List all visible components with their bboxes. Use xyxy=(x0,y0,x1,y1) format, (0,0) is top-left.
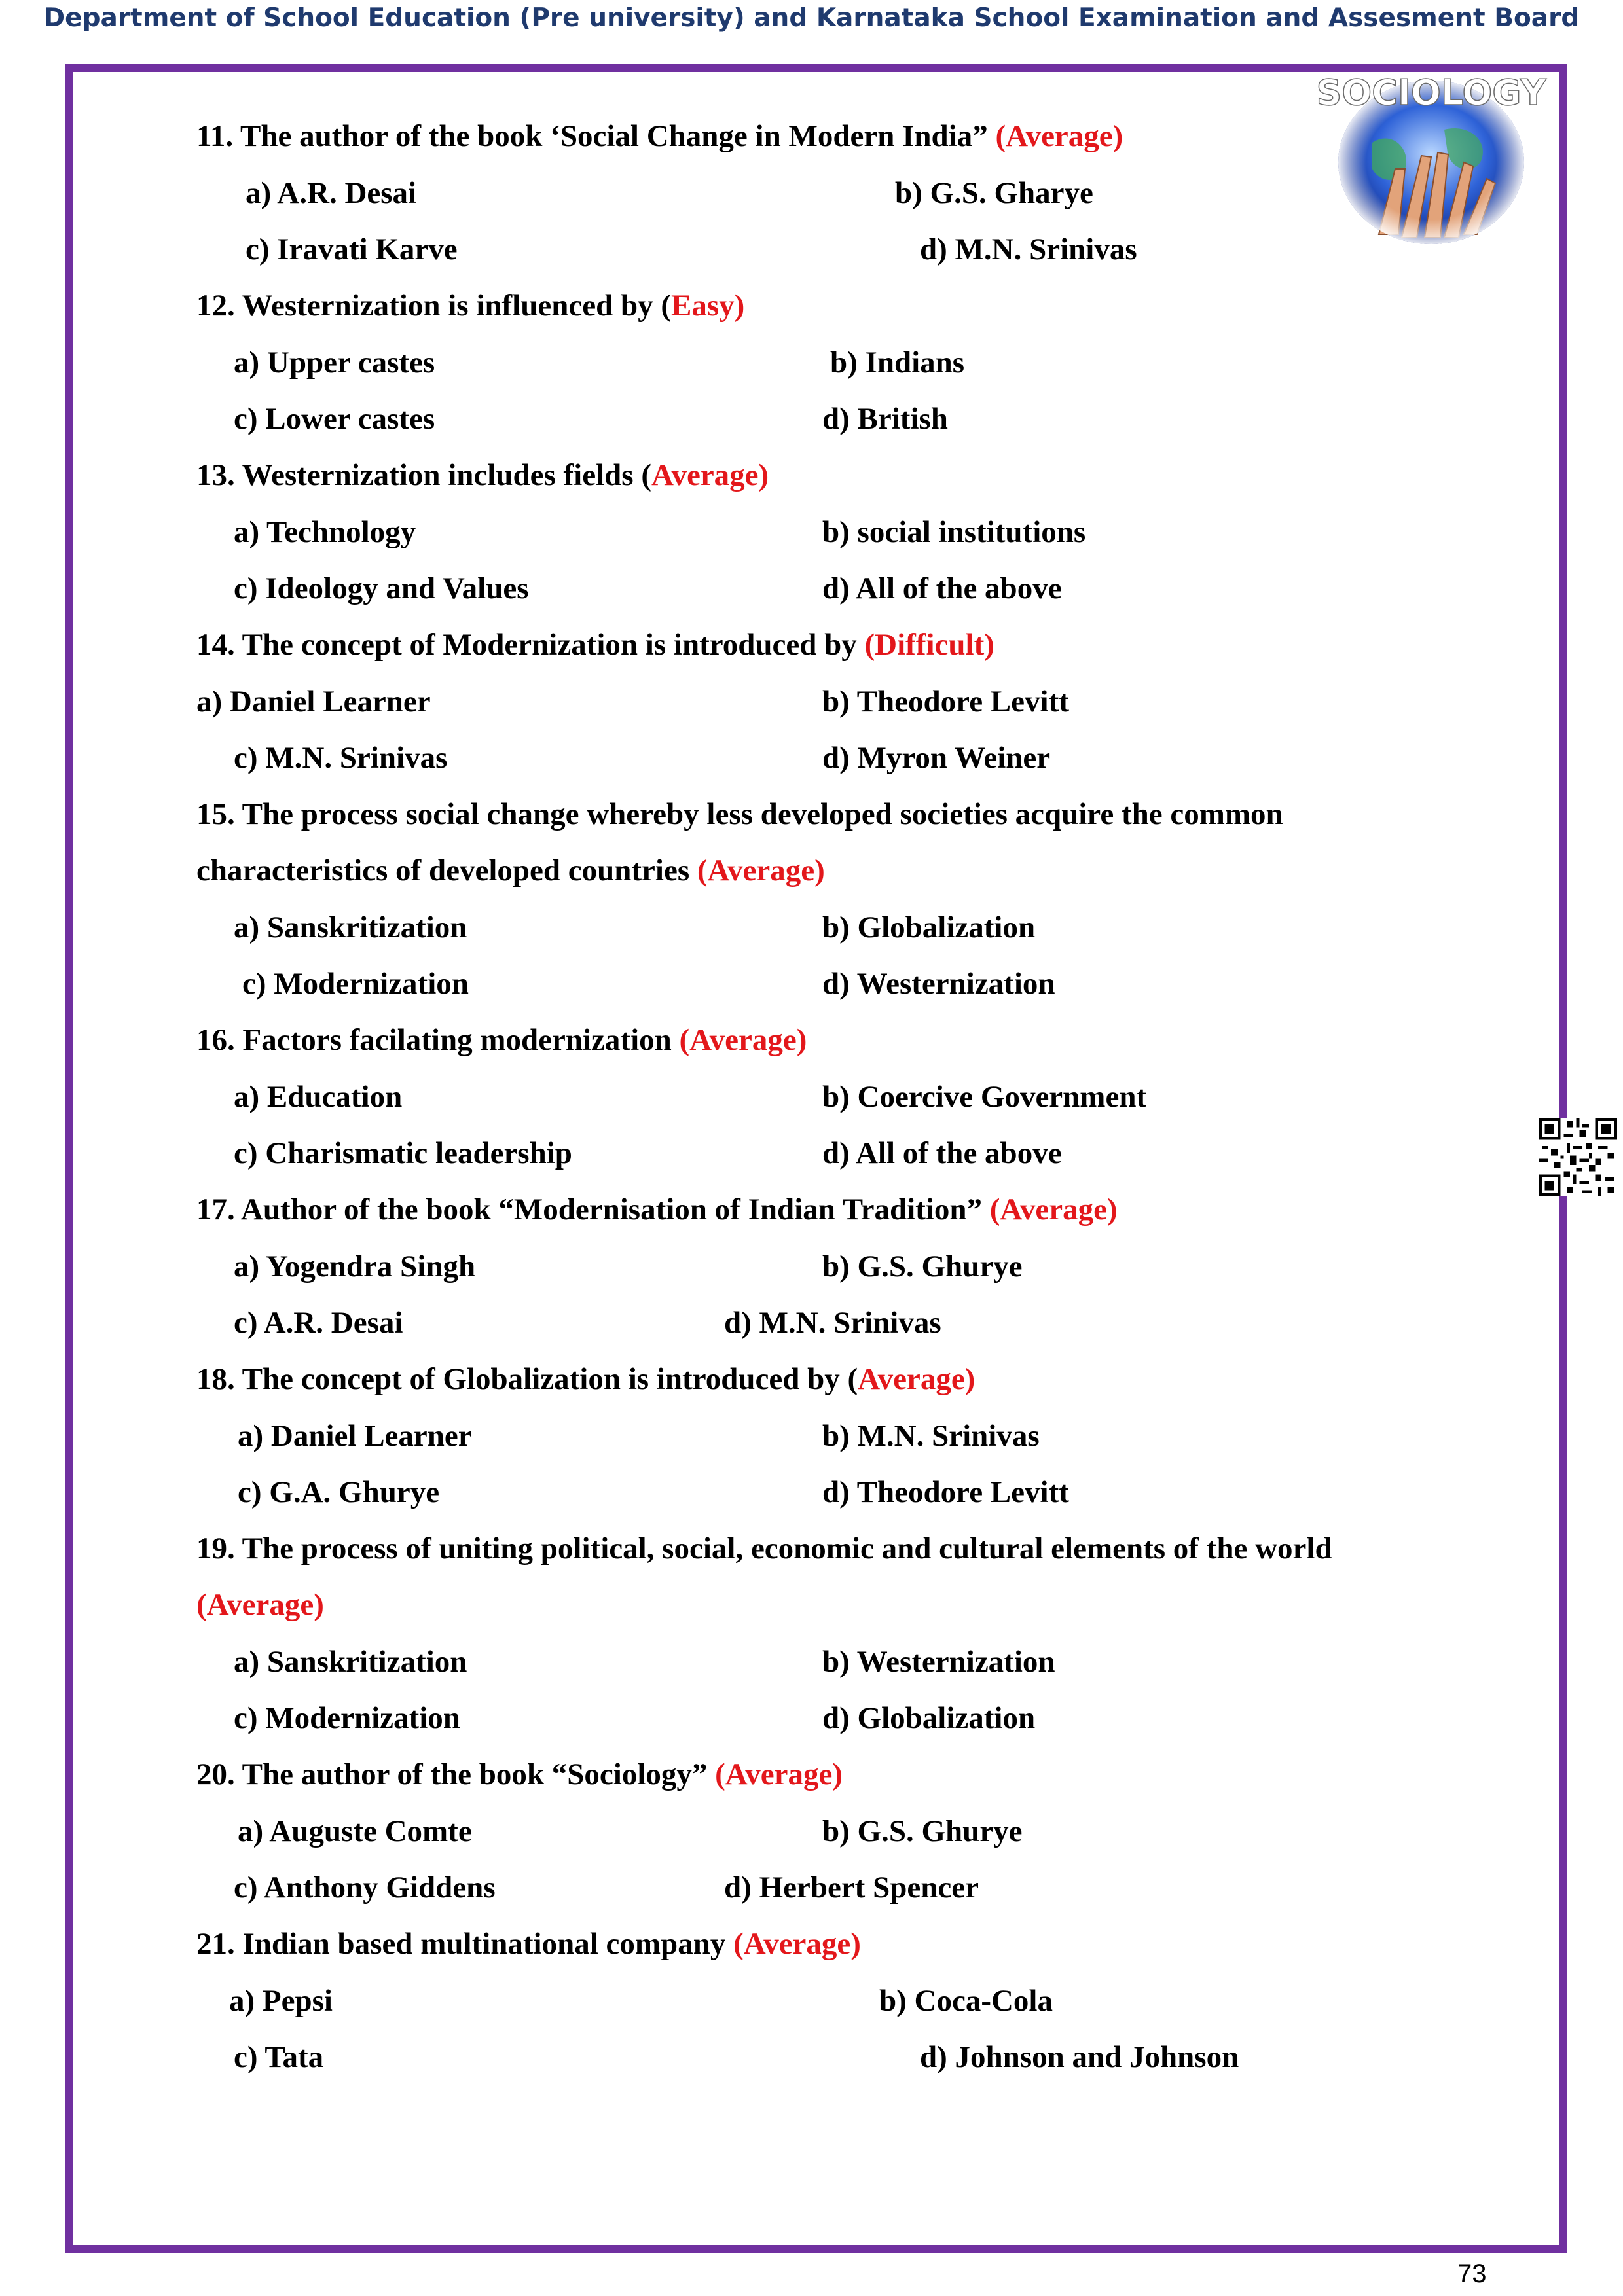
option-a: a) Upper castes xyxy=(234,346,435,380)
page-number: 73 xyxy=(1457,2259,1487,2288)
option-b: b) Coercive Government xyxy=(822,1080,1147,1114)
question-16 xyxy=(196,1020,807,1060)
question-17 xyxy=(196,1190,1118,1229)
option-a: a) Education xyxy=(234,1080,403,1114)
question-text: 18. The concept of Globalization is introduced by ( xyxy=(196,1362,858,1396)
option-d: d) All of the above xyxy=(822,571,1062,605)
option-c: c) Modernization xyxy=(234,1701,460,1735)
option-d: d) Theodore Levitt xyxy=(822,1475,1069,1509)
option-b: b) M.N. Srinivas xyxy=(822,1419,1040,1453)
question-15: 15. The process social change whereby less developed societies acquire the common xyxy=(196,797,1283,831)
option-c: c) M.N. Srinivas xyxy=(234,741,448,775)
question-11 xyxy=(196,117,1123,156)
option-a: a) Yogendra Singh xyxy=(234,1249,476,1283)
option-c: c) Charismatic leadership xyxy=(234,1136,572,1170)
difficulty-label: Average) xyxy=(651,458,769,492)
option-c: c) Anthony Giddens xyxy=(234,1871,496,1905)
sociology-logo xyxy=(1316,71,1546,244)
option-a: a) Sanskritization xyxy=(234,910,467,944)
option-a: a) Technology xyxy=(234,515,416,549)
option-c: c) A.R. Desai xyxy=(234,1306,403,1340)
question-text: 12. Westernization is influenced by ( xyxy=(196,289,672,323)
question-text: characteristics of developed countries xyxy=(196,853,690,888)
option-a: a) A.R. Desai xyxy=(246,176,417,210)
option-a: a) Sanskritization xyxy=(234,1645,467,1679)
question-text: 21. Indian based multinational company xyxy=(196,1927,726,1961)
option-b: b) Theodore Levitt xyxy=(822,685,1069,719)
option-a: a) Auguste Comte xyxy=(238,1814,472,1848)
option-b: b) Coca-Cola xyxy=(879,1984,1053,2018)
question-13 xyxy=(196,456,769,495)
option-d: d) Myron Weiner xyxy=(822,741,1051,775)
option-c: c) Modernization xyxy=(242,967,469,1001)
option-b: b) Globalization xyxy=(822,910,1036,944)
option-d: d) M.N. Srinivas xyxy=(724,1306,941,1340)
option-c: c) Lower castes xyxy=(234,402,435,436)
option-b: b) G.S. Ghurye xyxy=(822,1814,1023,1848)
question-text: 11. The author of the book ‘Social Change in Modern India” xyxy=(196,119,988,153)
page-header: Department of School Education (Pre university) and Karnataka School Examination and Assesment Board xyxy=(43,3,1580,33)
difficulty-label: (Average) xyxy=(196,1588,324,1622)
question-text: 16. Factors facilating modernization xyxy=(196,1023,672,1057)
question-19: 19. The process of uniting political, social, economic and cultural elements of the world xyxy=(196,1532,1332,1566)
option-d: d) All of the above xyxy=(822,1136,1062,1170)
option-b: b) Westernization xyxy=(822,1645,1055,1679)
option-b: b) social institutions xyxy=(822,515,1086,549)
option-d: d) Westernization xyxy=(822,967,1055,1001)
difficulty-label: (Average) xyxy=(679,1023,807,1057)
option-b: b) G.S. Gharye xyxy=(895,176,1093,210)
qr-code xyxy=(1539,1118,1617,1196)
option-b: b) G.S. Ghurye xyxy=(822,1249,1023,1283)
option-d: d) Globalization xyxy=(822,1701,1036,1735)
difficulty-label: Average) xyxy=(858,1362,976,1396)
question-21 xyxy=(196,1924,861,1964)
difficulty-label: (Average) xyxy=(989,1193,1118,1227)
option-d: d) M.N. Srinivas xyxy=(920,232,1137,266)
difficulty-label: (Average) xyxy=(715,1757,843,1791)
difficulty-label: (Average) xyxy=(995,119,1123,153)
question-text: 17. Author of the book “Modernisation of Indian Tradition” xyxy=(196,1193,983,1227)
difficulty-label: (Average) xyxy=(733,1927,861,1961)
option-b: b) Indians xyxy=(830,346,965,380)
option-c: c) Iravati Karve xyxy=(246,232,458,266)
option-d: d) Johnson and Johnson xyxy=(920,2040,1239,2074)
option-d: d) Herbert Spencer xyxy=(724,1871,979,1905)
option-d: d) British xyxy=(822,402,948,436)
question-20 xyxy=(196,1755,843,1794)
question-text: 13. Westernization includes fields ( xyxy=(196,458,651,492)
option-c: c) G.A. Ghurye xyxy=(238,1475,440,1509)
option-a: a) Daniel Learner xyxy=(238,1419,472,1453)
question-18 xyxy=(196,1359,975,1399)
question-15-continued xyxy=(196,851,825,890)
question-text: 20. The author of the book “Sociology” xyxy=(196,1757,708,1791)
difficulty-label: Easy) xyxy=(671,289,745,323)
question-12 xyxy=(196,286,744,325)
option-a: a) Daniel Learner xyxy=(196,685,431,719)
question-text: 14. The concept of Modernization is introduced by xyxy=(196,628,857,662)
difficulty-label: (Difficult) xyxy=(864,628,994,662)
difficulty-label: (Average) xyxy=(697,853,825,888)
question-14 xyxy=(196,625,994,664)
option-c: c) Tata xyxy=(234,2040,324,2074)
option-c: c) Ideology and Values xyxy=(234,571,529,605)
option-a: a) Pepsi xyxy=(229,1984,333,2018)
logo-text: SOCIOLOGY xyxy=(1316,72,1546,113)
